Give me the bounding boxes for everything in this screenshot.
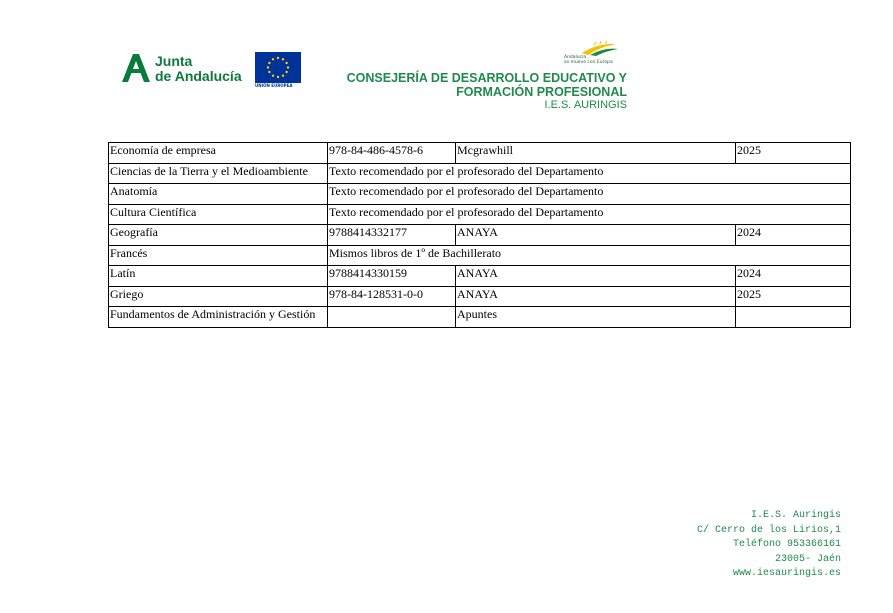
book-list-table [108, 142, 851, 328]
eu-flag-icon [255, 52, 301, 83]
school-name: I.E.S. AURINGIS [544, 99, 627, 111]
publisher-cell: ANAYA [456, 286, 736, 307]
table-row [109, 266, 851, 287]
table-row [109, 286, 851, 307]
publisher-cell: Mcgrawhill [456, 143, 736, 164]
eu-logo [255, 52, 303, 92]
subject-cell: Griego [109, 286, 328, 307]
year-cell: 2025 [736, 143, 851, 164]
isbn-cell: 978-84-486-4578-6 [328, 143, 456, 164]
footer-school: I.E.S. Auringis [750, 510, 841, 521]
title-line2: FORMACIÓN PROFESIONAL [456, 85, 627, 99]
eu-logo-text: UNIÓN EUROPEA [255, 83, 293, 88]
year-cell: 2024 [736, 266, 851, 287]
isbn-cell [328, 307, 456, 328]
note-cell: Texto recomendado por el profesorado del Departamento [328, 204, 851, 225]
note-cell: Mismos libros de 1º de Bachillerato [328, 245, 851, 266]
subject-cell: Economía de empresa [109, 143, 328, 164]
page-title [347, 71, 627, 99]
title-line1: CONSEJERÍA DE DESARROLLO EDUCATIVO Y [346, 71, 627, 85]
year-cell: 2025 [736, 286, 851, 307]
subject-cell-text: Fundamentos de Administración y Gestión [110, 307, 316, 321]
publisher-cell: ANAYA [456, 266, 736, 287]
subject-cell: Cultura Científica [109, 204, 328, 225]
subject-cell: Anatomía [109, 184, 328, 205]
subject-cell: Francés [109, 245, 328, 266]
footer-address [697, 509, 841, 582]
andalucia-europa-logo [560, 41, 620, 67]
table-row [109, 163, 851, 184]
footer-city: 23005- Jaén [774, 553, 841, 565]
andalucia-logo-line1: Andalucía [564, 55, 587, 60]
publisher-cell: ANAYA [456, 225, 736, 246]
isbn-cell: 9788414332177 [328, 225, 456, 246]
andalucia-logo-line2: se mueve con Europa [564, 60, 613, 65]
table-row [109, 184, 851, 205]
table-row [109, 307, 851, 328]
isbn-cell: 9788414330159 [328, 266, 456, 287]
table-row [109, 225, 851, 246]
subject-cell: Ciencias de la Tierra y el Medioambiente [109, 163, 328, 184]
table-row [109, 245, 851, 266]
footer-street: C/ Cerro de los Lirios,1 [696, 524, 841, 536]
junta-logo-line2: de Andalucía [155, 68, 242, 84]
publisher-cell: Apuntes [456, 307, 736, 328]
isbn-cell: 978-84-128531-0-0 [328, 286, 456, 307]
junta-emblem-icon [120, 52, 152, 84]
junta-de-andalucia-logo [120, 52, 242, 86]
junta-logo-line1: Junta [155, 53, 193, 69]
subject-cell: Latín [109, 266, 328, 287]
note-cell: Texto recomendado por el profesorado del Departamento [328, 184, 851, 205]
table-row [109, 204, 851, 225]
footer-website[interactable]: www.iesauringis.es [732, 568, 841, 579]
year-cell: 2024 [736, 225, 851, 246]
subject-cell [109, 307, 328, 328]
footer-phone: Teléfono 953366161 [732, 539, 841, 550]
subject-cell: Geografía [109, 225, 328, 246]
note-cell: Texto recomendado por el profesorado del Departamento [328, 163, 851, 184]
year-cell [736, 307, 851, 328]
table-row [109, 143, 851, 164]
